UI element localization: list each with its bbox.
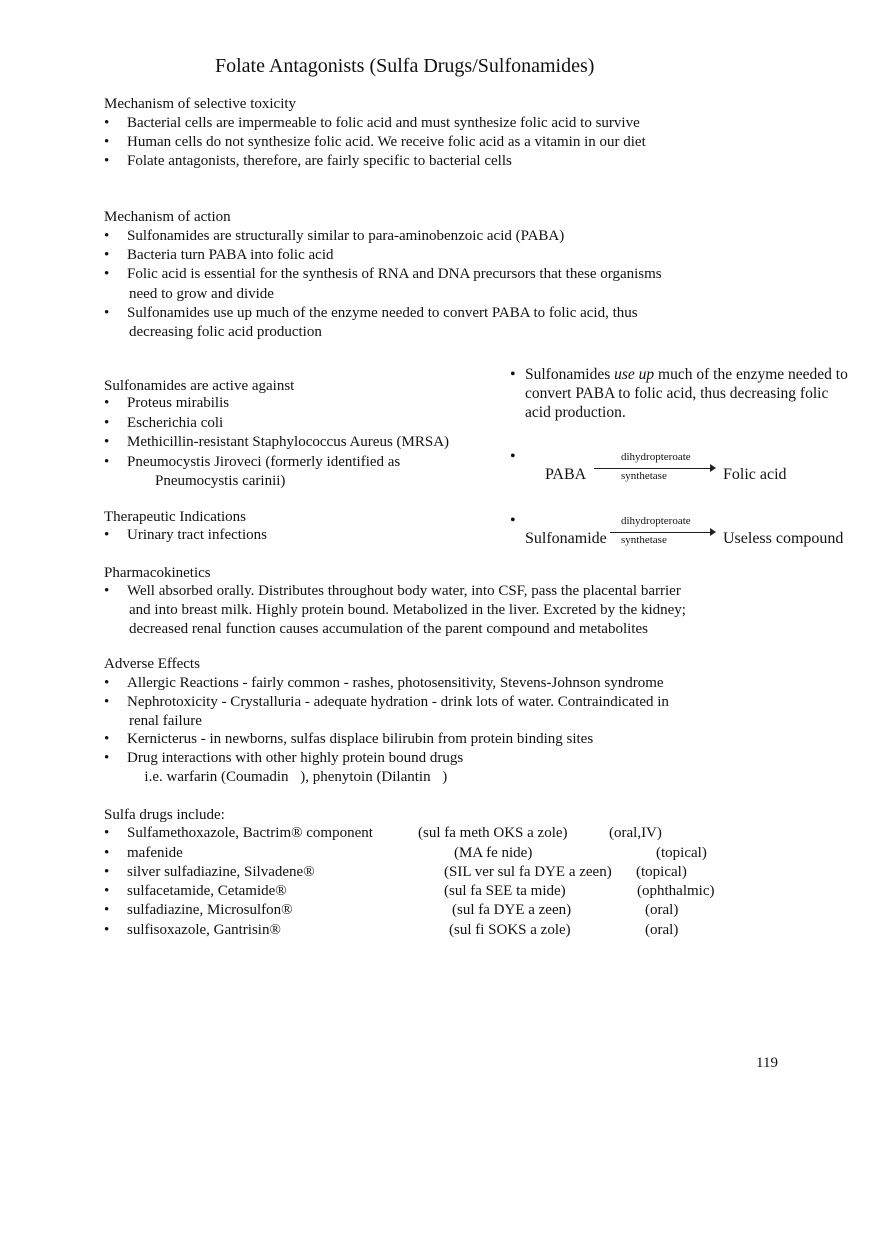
bullet: • — [104, 731, 110, 747]
bullet: • — [104, 134, 110, 150]
diagram-text-line: convert PABA to folic acid, thus decreasing folic — [525, 385, 829, 402]
drug-row — [0, 901, 880, 920]
drug-row — [0, 882, 880, 901]
list-item-text: Human cells do not synthesize folic acid. We receive folic acid as a vitamin in our diet — [127, 134, 646, 150]
list-item-text: renal failure — [129, 713, 202, 729]
diagram-bullet: • — [510, 512, 516, 529]
list-item-text: Well absorbed orally. Distributes throughout body water, into CSF, pass the placental barrier — [127, 583, 681, 599]
bullet: • — [104, 153, 110, 169]
list-item-text: Folic acid is essential for the synthesis of RNA and DNA precursors that these organisms — [127, 266, 662, 282]
bullet: • — [104, 864, 110, 880]
section-heading-therapeutic-indications: Therapeutic Indications — [104, 509, 247, 525]
arrowhead-icon — [710, 464, 716, 472]
enzyme-diagram — [510, 364, 860, 554]
reaction-arrow — [610, 532, 714, 533]
bullet: • — [104, 675, 110, 691]
section-heading-adverse-effects: Adverse Effects — [104, 656, 200, 672]
section-heading-mechanism-of-action: Mechanism of action — [104, 209, 231, 225]
enzyme-label: dihydropteroate — [621, 451, 691, 463]
bullet: • — [104, 247, 110, 263]
bullet: • — [104, 694, 110, 710]
diagram-bullet: • — [510, 366, 516, 383]
drug-row — [0, 844, 880, 863]
list-item-text: Urinary tract infections — [127, 527, 267, 543]
bullet: • — [104, 305, 110, 321]
diagram-text: Sulfonamides — [525, 366, 615, 383]
bullet: • — [104, 434, 110, 450]
list-item-text: Nephrotoxicity - Crystalluria - adequate hydration - drink lots of water. Contraindicated in — [127, 694, 669, 710]
drug-row — [0, 921, 880, 940]
bullet: • — [104, 415, 110, 431]
list-item-text: and into breast milk. Highly protein bound. Metabolized in the liver. Excreted by the kidney; — [129, 602, 686, 618]
bullet: • — [104, 883, 110, 899]
list-item-text: Sulfonamides are structurally similar to para-aminobenzoic acid (PABA) — [127, 228, 565, 244]
drug-route: (oral) — [645, 922, 679, 938]
drug-name: sulfisoxazole, Gantrisin® — [127, 922, 281, 938]
drug-route: (oral,IV) — [609, 825, 662, 841]
section-heading-sulfa-drugs: Sulfa drugs include: — [104, 807, 225, 823]
drug-row — [0, 824, 880, 843]
drug-pronunciation: (sul fa SEE ta mide) — [444, 883, 566, 899]
reaction-product-folic-acid: Folic acid — [723, 466, 787, 483]
bullet: • — [104, 527, 110, 543]
list-item-text: Proteus mirabilis — [127, 395, 230, 411]
bullet: • — [104, 115, 110, 131]
drug-pronunciation: (sul fi SOKS a zole) — [449, 922, 571, 938]
section-heading-selective-toxicity: Mechanism of selective toxicity — [104, 96, 297, 112]
bullet: • — [104, 583, 110, 599]
list-item-text: Sulfonamides use up much of the enzyme needed to convert PABA to folic acid, thus — [127, 305, 638, 321]
drug-pronunciation: (MA fe nide) — [454, 845, 533, 861]
drug-name: sulfacetamide, Cetamide® — [127, 883, 287, 899]
drug-name: mafenide — [127, 845, 183, 861]
drug-name: sulfadiazine, Microsulfon® — [127, 902, 293, 918]
bullet: • — [104, 845, 110, 861]
arrowhead-icon — [710, 528, 716, 536]
list-item-text: Pneumocystis Jiroveci (formerly identified as — [127, 454, 401, 470]
list-item-text: decreased renal function causes accumulation of the parent compound and metabolites — [129, 621, 648, 637]
list-item-text: Folate antagonists, therefore, are fairly specific to bacterial cells — [127, 153, 512, 169]
reaction-arrow — [594, 468, 714, 469]
enzyme-label: synthetase — [621, 534, 667, 546]
list-item-text: Methicillin-resistant Staphylococcus Aureus (MRSA) — [127, 434, 450, 450]
drug-route: (ophthalmic) — [637, 883, 715, 899]
drug-pronunciation: (SIL ver sul fa DYE a zeen) — [444, 864, 612, 880]
diagram-bullet: • — [510, 448, 516, 465]
bullet: • — [104, 922, 110, 938]
diagram-emphasis: use up — [614, 366, 655, 383]
drug-route: (oral) — [645, 902, 679, 918]
drug-pronunciation: (sul fa meth OKS a zole) — [418, 825, 568, 841]
drug-row — [0, 863, 880, 882]
section-heading-active-against: Sulfonamides are active against — [104, 378, 295, 394]
page-title: Folate Antagonists (Sulfa Drugs/Sulfonamides) — [215, 55, 595, 77]
reaction-product-useless: Useless compound — [723, 530, 844, 547]
drug-route: (topical) — [636, 864, 687, 880]
list-item-text: Bacterial cells are impermeable to folic acid and must synthesize folic acid to survive — [127, 115, 640, 131]
enzyme-label: dihydropteroate — [621, 515, 691, 527]
bullet: • — [104, 750, 110, 766]
drug-route: (topical) — [656, 845, 707, 861]
bullet: • — [104, 395, 110, 411]
list-item-text: decreasing folic acid production — [129, 324, 322, 340]
drug-name: Sulfamethoxazole, Bactrim® component — [127, 825, 373, 841]
enzyme-label: synthetase — [621, 470, 667, 482]
page-number: 119 — [756, 1055, 778, 1071]
diagram-text: much of the enzyme needed to — [654, 366, 848, 383]
reaction-substrate-paba: PABA — [545, 466, 587, 483]
drug-pronunciation: (sul fa DYE a zeen) — [452, 902, 572, 918]
bullet: • — [104, 454, 110, 470]
bullet: • — [104, 902, 110, 918]
section-heading-pharmacokinetics: Pharmacokinetics — [104, 565, 211, 581]
drug-name: silver sulfadiazine, Silvadene® — [127, 864, 315, 880]
list-item-text: need to grow and divide — [129, 286, 274, 302]
list-item-text: Allergic Reactions - fairly common - rashes, photosensitivity, Stevens-Johnson syndrome — [127, 675, 664, 691]
bullet: • — [104, 228, 110, 244]
bullet: • — [104, 266, 110, 282]
list-item-text: Escherichia coli — [127, 415, 224, 431]
bullet: • — [104, 825, 110, 841]
list-item-text: Kernicterus - in newborns, sulfas displace bilirubin from protein binding sites — [127, 731, 594, 747]
diagram-text-line — [525, 365, 848, 384]
list-item-continuation: Pneumocystis carinii) — [155, 473, 286, 489]
reaction-substrate-sulfonamide: Sulfonamide — [525, 530, 607, 547]
diagram-text-line: acid production. — [525, 404, 626, 421]
list-item-text: Bacteria turn PABA into folic acid — [127, 247, 334, 263]
sub-list-item: i.e. warfarin (Coumadin ), phenytoin (Dilantin ) — [129, 769, 417, 785]
list-item-text: Drug interactions with other highly protein bound drugs — [127, 750, 464, 766]
